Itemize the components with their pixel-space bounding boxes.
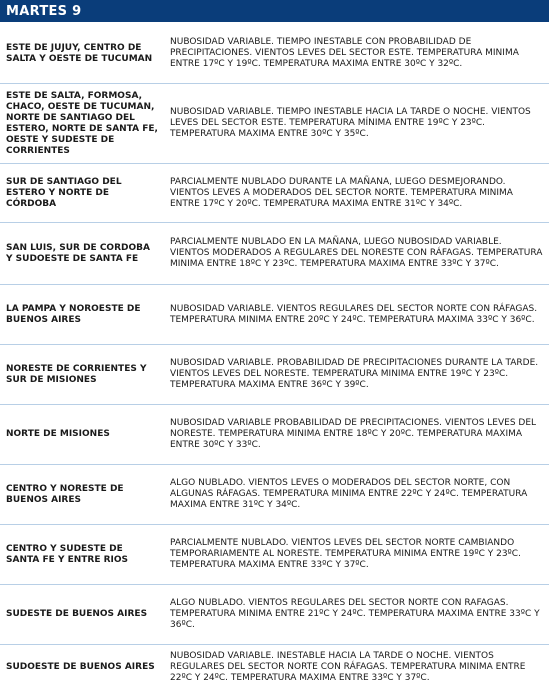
region-name: ESTE DE SALTA, FORMOSA, CHACO, OESTE DE TUCUMAN, NORTE DE SANTIAGO DEL ESTERO, NORTE DE SANTA FE, OESTE Y SUDESTE DE CORRIENTES <box>6 90 158 156</box>
region-name: LA PAMPA Y NOROESTE DE BUENOS AIRES <box>6 303 141 325</box>
region-name: SUDESTE DE BUENOS AIRES <box>6 609 148 619</box>
forecast-text: NUBOSIDAD VARIABLE. TIEMPO INESTABLE CON PROBABILIDAD DE PRECIPITACIONES. VIENTOS LEVES DEL SECTOR ESTE. TEMPERATURA MINIMA ENTRE 17ºC Y 19ºC. TEMPERATURA MAXIMA ENTRE 30ºC Y 32ºC. <box>170 37 519 69</box>
forecast-text: NUBOSIDAD VARIABLE PROBABILIDAD DE PRECIPITACIONES. VIENTOS LEVES DEL NORESTE. TEMPERATURA MINIMA ENTRE 18ºC Y 20ºC. TEMPERATURA MAXIMA ENTRE 30ºC Y 33ºC. <box>170 418 537 450</box>
forecast-text: PARCIALMENTE NUBLADO EN LA MAÑANA, LUEGO NUBOSIDAD VARIABLE. VIENTOS MODERADOS A REGULARES DEL NORESTE CON RÁFAGAS. TEMPERATURA MINIMA ENTRE 18ºC Y 23ºC. TEMPERATURA MAXIMA ENTRE 33ºC Y 37ºC. <box>170 237 543 269</box>
forecast-text: NUBOSIDAD VARIABLE. INESTABLE HACIA LA TARDE O NOCHE. VIENTOS REGULARES DEL SECTOR NORTE CON RÁFAGAS. TEMPERATURA MINIMA ENTRE 22ºC Y 24ºC. TEMPERATURA MAXIMA ENTRE 33ºC Y 37ºC. <box>170 651 526 683</box>
day-title: MARTES 9 <box>6 3 82 19</box>
forecast-row <box>0 285 549 345</box>
forecast-text: PARCIALMENTE NUBLADO DURANTE LA MAÑANA, LUEGO DESMEJORANDO. VIENTOS LEVES A MODERADOS DEL SECTOR NORTE. TEMPERATURA MINIMA ENTRE 17ºC Y 20ºC. TEMPERATURA MAXIMA ENTRE 31ºC Y 34ºC. <box>170 176 513 209</box>
forecast-table <box>0 24 549 690</box>
forecast-row <box>0 645 549 690</box>
region-name: SUR DE SANTIAGO DEL ESTERO Y NORTE DE CÓRDOBA <box>6 176 122 209</box>
forecast-row <box>0 223 549 285</box>
region-name: NORESTE DE CORRIENTES Y SUR DE MISIONES <box>6 363 147 385</box>
forecast-row <box>0 345 549 405</box>
forecast-row <box>0 24 549 84</box>
forecast-row <box>0 585 549 645</box>
region-name: ESTE DE JUJUY, CENTRO DE SALTA Y OESTE DE TUCUMAN <box>6 42 153 64</box>
forecast-row <box>0 465 549 525</box>
region-name: SAN LUIS, SUR DE CORDOBA Y SUDOESTE DE SANTA FE <box>6 242 150 264</box>
forecast-row <box>0 525 549 585</box>
forecast-text: NUBOSIDAD VARIABLE. TIEMPO INESTABLE HACIA LA TARDE O NOCHE. VIENTOS LEVES DEL SECTOR ESTE. TEMPERATURA MÍNIMA ENTRE 19ºC Y 23ºC. TEMPERATURA MAXIMA ENTRE 30ºC Y 35ºC. <box>170 107 531 139</box>
forecast-text: PARCIALMENTE NUBLADO. VIENTOS LEVES DEL SECTOR NORTE CAMBIANDO TEMPORARIAMENTE AL NORESTE. TEMPERATURA MINIMA ENTRE 19ºC Y 23ºC. TEMPERATURA MAXIMA ENTRE 33ºC Y 37ºC. <box>170 538 521 570</box>
forecast-row <box>0 164 549 223</box>
region-name: CENTRO Y NORESTE DE BUENOS AIRES <box>6 483 124 505</box>
forecast-text: ALGO NUBLADO. VIENTOS LEVES O MODERADOS DEL SECTOR NORTE, CON ALGUNAS RÁFAGAS. TEMPERATURA MINIMA ENTRE 22ºC Y 24ºC. TEMPERATURA MAXIMA ENTRE 31ºC Y 34ºC. <box>170 478 528 510</box>
region-name: NORTE DE MISIONES <box>6 429 110 439</box>
forecast-row <box>0 405 549 465</box>
forecast-text: NUBOSIDAD VARIABLE. PROBABILIDAD DE PRECIPITACIONES DURANTE LA TARDE. VIENTOS LEVES DEL NORESTE. TEMPERATURA MINIMA ENTRE 19ºC Y 23ºC. TEMPERATURA MAXIMA ENTRE 36ºC Y 39ºC. <box>170 358 539 390</box>
forecast-row <box>0 84 549 164</box>
forecast-text: NUBOSIDAD VARIABLE. VIENTOS REGULARES DEL SECTOR NORTE CON RÁFAGAS. TEMPERATURA MINIMA ENTRE 20ºC Y 24ºC. TEMPERATURA MAXIMA 33ºC Y 36ºC. <box>170 303 538 325</box>
day-header <box>0 0 549 24</box>
region-name: CENTRO Y SUDESTE DE SANTA FE Y ENTRE RIOS <box>6 543 129 565</box>
region-name: SUDOESTE DE BUENOS AIRES <box>6 662 155 672</box>
forecast-text: ALGO NUBLADO. VIENTOS REGULARES DEL SECTOR NORTE CON RAFAGAS. TEMPERATURA MINIMA ENTRE 21ºC Y 24ºC. TEMPERATURA MAXIMA ENTRE 33ºC Y 36ºC. <box>170 598 540 630</box>
